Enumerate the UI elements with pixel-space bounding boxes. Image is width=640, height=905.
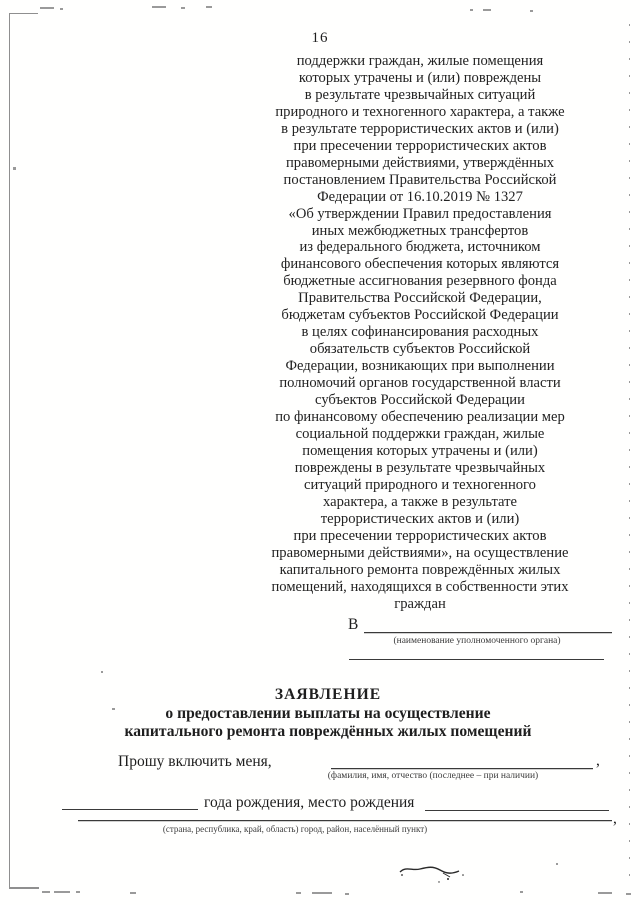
scan-dash: [40, 7, 54, 9]
org-field-caption: (наименование уполномоченного органа): [393, 636, 561, 646]
birthplace-comma: ,: [613, 810, 617, 827]
heading-title: ЗАЯВЛЕНИЕ: [274, 686, 382, 703]
scan-speck: [13, 167, 16, 170]
scan-speck: [101, 671, 103, 673]
name-field-blank-line: [331, 768, 593, 769]
scan-dash: [42, 891, 50, 893]
scan-dash: [60, 8, 63, 10]
org-field-blank-line-2: [349, 659, 604, 660]
scan-dash: [296, 892, 301, 894]
name-field-comma: ,: [596, 752, 600, 769]
scan-dash: [181, 7, 185, 9]
birthplace-blank-line-2: [78, 820, 612, 821]
handwritten-mark: [395, 857, 470, 885]
page-number: 16: [311, 30, 329, 46]
request-label: Прошу включить меня,: [118, 753, 272, 770]
birthplace-caption: (страна, республика, край, область) город, район, населённый пункт): [162, 824, 428, 834]
birth-date-blank-line: [62, 809, 198, 810]
scan-dash: [520, 891, 523, 893]
org-field-prefix: В: [348, 616, 359, 633]
scan-dash: [598, 892, 612, 894]
birth-label: года рождения, место рождения: [204, 794, 415, 811]
name-field-caption: (фамилия, имя, отчество (последнее – при наличии): [327, 771, 539, 781]
scan-dash: [54, 891, 70, 893]
scan-edge-bottom: [9, 887, 39, 889]
scan-dash: [130, 892, 136, 894]
scan-dash: [470, 9, 473, 11]
scan-edge-left: [9, 13, 10, 888]
scan-edge-top: [9, 13, 38, 14]
scan-dash: [626, 893, 631, 895]
scan-dash: [483, 9, 491, 11]
scan-dash: [76, 891, 80, 893]
scan-edge-right-dotted: [629, 24, 630, 890]
org-field-blank-line: [364, 632, 612, 633]
scan-dash: [206, 6, 212, 8]
citation-text-block: поддержки граждан, жилые помещения которых утрачены и (или) повреждены в результате чрезвычайных ситуаций природного и техногенного характера, а также в результате террористических актов и (или) при пресечении террористических актов правомерными действиями, утверждённых постановлением Правительства Российской Федерации от 16.10.2019 № 1327 «Об утверждении Правил предоставления иных межбюджетных трансфертов из федерального бюджета, источником финансового обеспечения которых являются бюджетные ассигнования резервного фонда Правительства Российской Федерации, бюджетам субъектов Российской Федерации в целях софинансирования расходных обязательств субъектов Российской Федерации, возникающих при выполнении полномочий органов государственной власти субъектов Российской Федерации по финансовому обеспечению реализации мер социальной поддержки граждан, жилые помещения которых утрачены и (или) повреждены в результате чрезвычайных ситуаций природного и техногенного характера, а также в результате террористических актов и (или) при пресечении террористических актов правомерными действиями», на осуществление капитального ремонта повреждённых жилых помещений, находящихся в собственности этих граждан: [271, 53, 569, 612]
document-heading: [8, 686, 640, 742]
scan-dash: [345, 893, 349, 895]
scan-dash: [530, 10, 533, 12]
scan-dash: [152, 6, 166, 8]
birthplace-blank-line: [425, 810, 609, 811]
heading-subtitle: капитального ремонта повреждённых жилых помещений: [124, 723, 532, 741]
scan-dash: [312, 892, 332, 894]
scan-speck: [556, 863, 558, 865]
heading-subtitle: о предоставлении выплаты на осуществление: [165, 704, 491, 722]
